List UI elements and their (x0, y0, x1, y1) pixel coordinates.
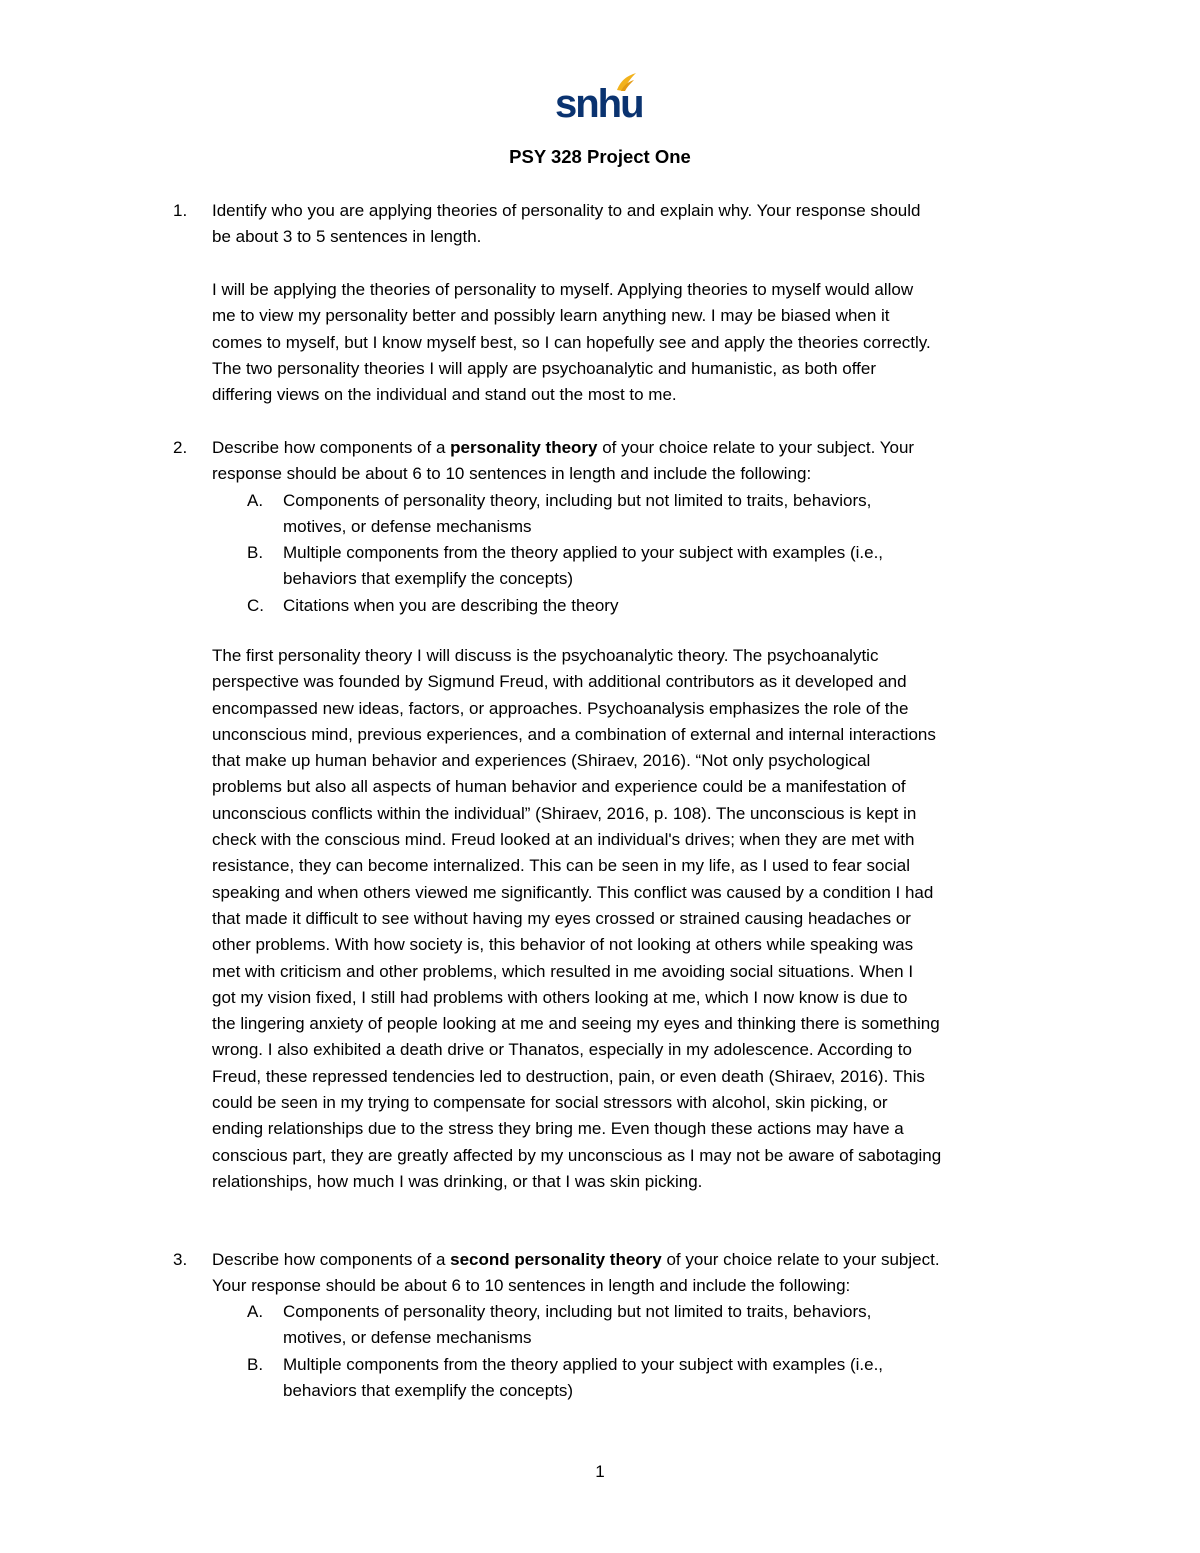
q2-answer-line: speaking and when others viewed me significantly. This conflict was caused by a condition I had (212, 882, 934, 902)
q3-item-line: motives, or defense mechanisms (283, 1328, 532, 1348)
q2-item-line: behaviors that exemplify the concepts) (283, 569, 574, 589)
q1-answer-line: The two personality theories I will apply are psychoanalytic and humanistic, as both offer (212, 358, 876, 378)
q3-prompt-pre: Describe how components of a (212, 1250, 451, 1269)
q1-prompt-line: be about 3 to 5 sentences in length. (212, 227, 482, 247)
q1-answer (212, 277, 1072, 408)
q2-answer-line: the lingering anxiety of people looking at me and seeing my eyes and thinking there is something (212, 1014, 940, 1034)
q2-answer-line: perspective was founded by Sigmund Freud, with additional contributors as it developed and (212, 672, 907, 692)
q2-prompt-post: of your choice relate to your subject. Your (597, 438, 915, 457)
q2-prompt-pre: Describe how components of a (212, 438, 451, 457)
q3-number: 3. (173, 1250, 188, 1269)
q2-item (283, 488, 1073, 541)
q2-answer-line: could be seen in my trying to compensate for social stressors with alcohol, skin picking, or (212, 1093, 888, 1113)
q2-answer-line: resistance, they can become internalized. This can be seen in my life, as I used to fear social (212, 856, 910, 876)
q1-prompt (212, 198, 1072, 251)
q3-item-letter: B. (247, 1355, 264, 1374)
q2-answer-line: relationships, how much I was drinking, or that I was skin picking. (212, 1171, 703, 1191)
q2-answer-line: ending relationships due to the stress they bring me. Even though these actions may have a (212, 1119, 904, 1139)
q2-answer-line: unconscious mind, previous experiences, and a combination of external and internal interactions (212, 724, 936, 744)
q3-prompt-line (212, 1247, 1072, 1273)
q1-prompt-line: Identify who you are applying theories of personality to and explain why. Your response should (212, 201, 921, 220)
q3-item (283, 1352, 1073, 1405)
q3-prompt-bold: second personality theory (450, 1250, 662, 1269)
q1-answer-line: me to view my personality better and possibly learn anything new. I may be biased when it (212, 306, 890, 326)
q2-item (283, 593, 1073, 619)
q1-number: 1. (173, 201, 188, 220)
q2-answer-line: that make up human behavior and experiences (Shiraev, 2016). “Not only psychological (212, 751, 871, 771)
q2-prompt-line: response should be about 6 to 10 sentences in length and include the following: (212, 464, 812, 484)
q2-answer-line: Freud, these repressed tendencies led to destruction, pain, or even death (Shiraev, 2016). This (212, 1066, 925, 1086)
q2-answer-line: other problems. With how society is, this behavior of not looking at others while speaking was (212, 935, 914, 955)
snhu-logo (555, 72, 643, 130)
q2-answer (212, 643, 1072, 1195)
q2-number: 2. (173, 438, 188, 457)
q2-prompt-line (212, 435, 1072, 461)
q3-item-letter: A. (247, 1302, 264, 1321)
q2-item-line: Multiple components from the theory applied to your subject with examples (i.e., (283, 543, 884, 562)
q2-answer-line: problems but also all aspects of human behavior and experience could be a manifestation of (212, 777, 906, 797)
q2-answer-line: met with criticism and other problems, which resulted in me avoiding social situations. When I (212, 961, 914, 981)
q3-item-line: Multiple components from the theory applied to your subject with examples (i.e., (283, 1355, 884, 1374)
q3-prompt-post: of your choice relate to your subject. (661, 1250, 940, 1269)
q2-item-letter: A. (247, 491, 264, 510)
q2-answer-line: that made it difficult to see without having my eyes crossed or strained causing headaches or (212, 908, 911, 928)
q3-item-line: behaviors that exemplify the concepts) (283, 1381, 574, 1401)
q2-item-letter: C. (247, 596, 264, 615)
q2-answer-line: check with the conscious mind. Freud looked at an individual's drives; when they are met with (212, 830, 915, 850)
q2-prompt (212, 435, 1072, 488)
q2-answer-line: conscious part, they are greatly affected by my unconscious as I may not be aware of sabotaging (212, 1145, 942, 1165)
q2-answer-line: wrong. I also exhibited a death drive or Thanatos, especially in my adolescence. According to (212, 1040, 912, 1060)
q2-item (283, 540, 1073, 593)
q2-item-line: motives, or defense mechanisms (283, 517, 532, 537)
q2-item-line: Components of personality theory, including but not limited to traits, behaviors, (283, 491, 872, 510)
page-title: PSY 328 Project One (509, 146, 691, 167)
q3-item (283, 1299, 1073, 1352)
q1-answer-line: differing views on the individual and stand out the most to me. (212, 385, 677, 405)
page-number: 1 (595, 1462, 605, 1481)
q2-item-line: Citations when you are describing the theory (283, 596, 619, 615)
q2-prompt-bold: personality theory (450, 438, 598, 457)
q2-answer-line: The first personality theory I will discuss is the psychoanalytic theory. The psychoanalytic (212, 646, 879, 665)
q2-answer-line: encompassed new ideas, factors, or approaches. Psychoanalysis emphasizes the role of the (212, 698, 909, 718)
q1-answer-line: comes to myself, but I know myself best, so I can hopefully see and apply the theories correctly. (212, 332, 931, 352)
q2-answer-line: unconscious conflicts within the individual” (Shiraev, 2016, p. 108). The unconscious is kept in (212, 803, 917, 823)
q2-item-letter: B. (247, 543, 264, 562)
q3-prompt (212, 1247, 1072, 1300)
q3-item-line: Components of personality theory, including but not limited to traits, behaviors, (283, 1302, 872, 1321)
q3-prompt-line: Your response should be about 6 to 10 sentences in length and include the following: (212, 1276, 851, 1296)
q1-answer-line: I will be applying the theories of personality to myself. Applying theories to myself would allow (212, 280, 914, 299)
q2-answer-line: got my vision fixed, I still had problems with others looking at me, which I now know is due to (212, 987, 908, 1007)
logo-text: snhu (555, 82, 643, 126)
